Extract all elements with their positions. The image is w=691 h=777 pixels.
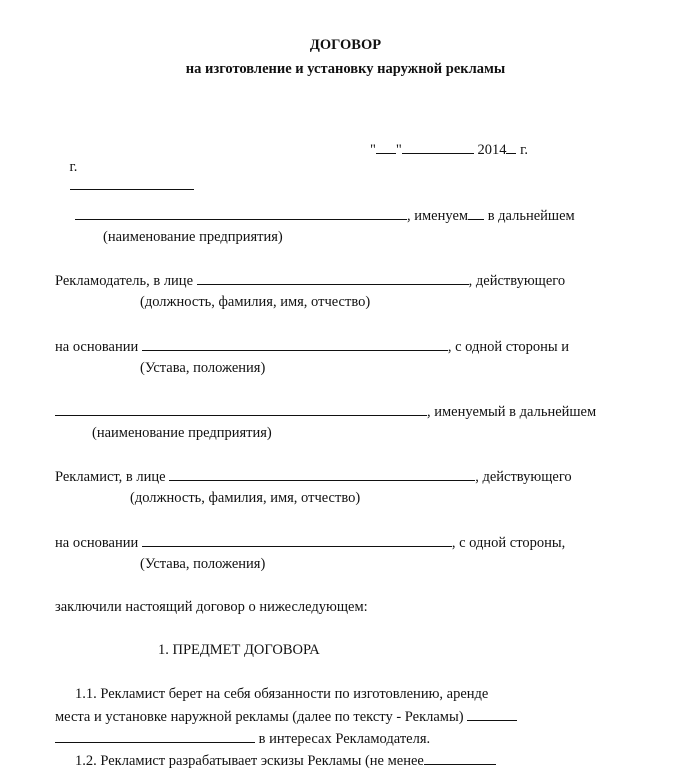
party1-basis-line	[55, 337, 569, 356]
party2-role-line	[55, 467, 572, 486]
party1-basis-blank	[142, 337, 448, 351]
party1-basis-hint: (Устава, положения)	[140, 360, 266, 376]
clause-1-1-blank2	[55, 729, 255, 743]
party2-name-suffix: , именуемый в дальнейшем	[427, 404, 597, 420]
party1-basis-suffix: , с одной стороны и	[447, 339, 570, 355]
party2-name-line	[55, 402, 596, 421]
date-close-quote: "	[395, 142, 402, 158]
clause-1-1-line1: 1.1. Рекламист берет на себя обязанности по изготовлению, аренде	[75, 686, 489, 702]
document-title: ДОГОВОР	[309, 37, 382, 53]
party1-role-suffix: , действующего	[468, 273, 566, 289]
party2-role-hint: (должность, фамилия, имя, отчество)	[130, 490, 361, 506]
party1-name-line	[75, 206, 575, 225]
date-month-blank	[402, 140, 474, 154]
party2-basis-line	[55, 533, 565, 552]
party1-name-blank	[75, 206, 407, 220]
party2-role-blank	[169, 467, 475, 481]
clause-1-1-line2	[55, 707, 517, 726]
place-blank	[70, 176, 194, 190]
date-open-quote: "	[370, 142, 376, 158]
party2-role-suffix: , действующего	[475, 469, 572, 485]
document-subtitle: на изготовление и установку наружной рекламы	[185, 61, 506, 77]
party2-name-blank	[55, 402, 427, 416]
clause-1-1-line2-text: места и установке наружной рекламы (далее по тексту - Рекламы)	[55, 709, 464, 725]
party2-basis-prefix: на основании	[55, 535, 139, 551]
date-line	[370, 140, 528, 159]
clause-1-2-blank2	[485, 771, 575, 777]
clause-1-1-line3	[55, 729, 430, 748]
place-line	[55, 140, 194, 213]
clause-1-2-blank1	[424, 751, 496, 765]
party2-basis-blank	[142, 533, 452, 547]
date-suffix: г.	[520, 142, 529, 158]
party2-basis-hint: (Устава, положения)	[140, 556, 266, 572]
party1-name-suffix: , именуем	[407, 208, 469, 224]
date-day-blank	[376, 140, 396, 154]
party2-name-hint: (наименование предприятия)	[92, 425, 272, 441]
place-label: г.	[69, 159, 78, 175]
clause-1-2-line1	[75, 751, 496, 770]
party1-gender-blank	[468, 206, 484, 220]
party2-basis-suffix: , с одной стороны,	[451, 535, 566, 551]
date-year: 2014	[477, 142, 507, 158]
section1-title: 1. ПРЕДМЕТ ДОГОВОРА	[158, 642, 320, 658]
clause-1-2-line1-text: 1.2. Рекламист разрабатывает эскизы Рекламы (не менее	[75, 753, 424, 769]
party1-role-blank	[197, 271, 469, 285]
party1-role-prefix: Рекламодатель, в лице	[55, 273, 194, 289]
party2-role-prefix: Рекламист, в лице	[55, 469, 166, 485]
clause-1-1-blank1	[467, 707, 517, 721]
date-year-blank	[506, 140, 516, 154]
party1-basis-prefix: на основании	[55, 339, 139, 355]
concluded-text: заключили настоящий договор о нижеследующем:	[55, 599, 368, 615]
party1-name-hint: (наименование предприятия)	[103, 229, 283, 245]
party1-role-hint: (должность, фамилия, имя, отчество)	[140, 294, 371, 310]
party1-role-line	[55, 271, 565, 290]
clause-1-2-line2-partial	[485, 771, 575, 777]
clause-1-1-line3-suffix: в интересах Рекламодателя.	[258, 731, 431, 747]
party1-name-suffix2: в дальнейшем	[484, 208, 575, 224]
